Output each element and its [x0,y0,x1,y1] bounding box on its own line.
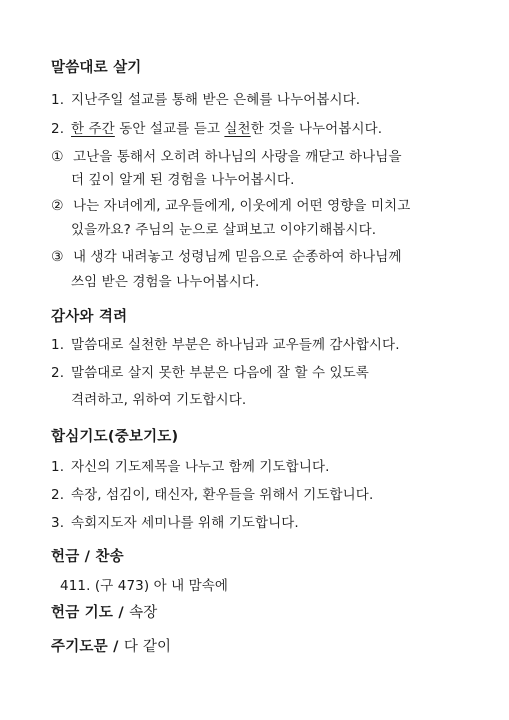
item-text: 지난주일 설교를 통해 받은 은혜를 나누어봅시다. [71,92,361,108]
sub-item [51,245,402,265]
item-number: 1. [51,459,65,475]
circled-number: ③ [51,249,64,265]
item-number: 3. [51,515,65,531]
sub-item-continuation: 쓰임 받은 경험을 나누어봅시다. [71,274,260,290]
list-item [51,361,369,381]
list-item [51,117,382,137]
section-title-thanks-encouragement: 감사와 격려 [51,309,128,325]
item-text: 한 것을 나누어봅시다. [250,121,383,137]
offering-prayer-row [51,601,158,622]
sub-item [51,145,402,165]
circled-number: ② [51,198,64,214]
item-continuation: 격려하고, 위하여 기도합시다. [71,392,247,408]
item-number: 1. [51,337,65,353]
section-title-offering-prayer: 헌금 기도 / [51,605,130,621]
offering-prayer-leader: 속장 [129,605,158,621]
sub-item-continuation: 더 깊이 알게 된 경험을 나누어봅시다. [71,172,295,188]
section-title-live-by-word: 말씀대로 살기 [51,60,142,76]
sub-item-continuation: 있을까요? 주님의 눈으로 살펴보고 이야기해봅시다. [71,222,377,238]
sub-item-text: 내 생각 내려놓고 성령님께 믿음으로 순종하여 하나님께 [73,249,402,265]
item-text: 말씀대로 살지 못한 부분은 다음에 잘 할 수 있도록 [71,365,369,381]
list-item [51,483,373,503]
item-text: 말씀대로 실천한 부분은 하나님과 교우들께 감사합시다. [71,337,400,353]
section-title-lords-prayer: 주기도문 / [51,639,124,655]
item-text: 속장, 섬김이, 태신자, 환우들을 위해서 기도합니다. [71,487,374,503]
list-item [51,511,299,531]
item-number: 2. [51,365,65,381]
item-text: 동안 설교를 듣고 [114,121,225,137]
item-text: 자신의 기도제목을 나누고 함께 기도합니다. [71,459,330,475]
lords-prayer-leader: 다 같이 [123,639,172,655]
hymn-text: 411. (구 473) 아 내 맘속에 [60,578,229,594]
item-number: 2. [51,487,65,503]
underlined-text: 한 주간 [71,121,115,137]
section-title-joint-prayer: 합심기도(중보기도) [51,429,179,445]
underlined-text: 실천 [224,121,251,137]
item-text: 속회지도자 세미나를 위해 기도합니다. [71,515,299,531]
sub-item-text: 고난을 통해서 오히려 하나님의 사랑을 깨닫고 하나님을 [73,149,402,165]
sub-item [51,194,410,214]
item-number: 2. [51,121,65,137]
circled-number: ① [51,149,64,165]
item-number: 1. [51,92,65,108]
section-title-offering-hymn: 헌금 / 찬송 [51,549,124,565]
list-item [51,455,330,475]
list-item [51,88,360,108]
list-item [51,333,400,353]
lords-prayer-row [51,635,171,656]
sub-item-text: 나는 자녀에게, 교우들에게, 이웃에게 어떤 영향을 미치고 [73,198,411,214]
